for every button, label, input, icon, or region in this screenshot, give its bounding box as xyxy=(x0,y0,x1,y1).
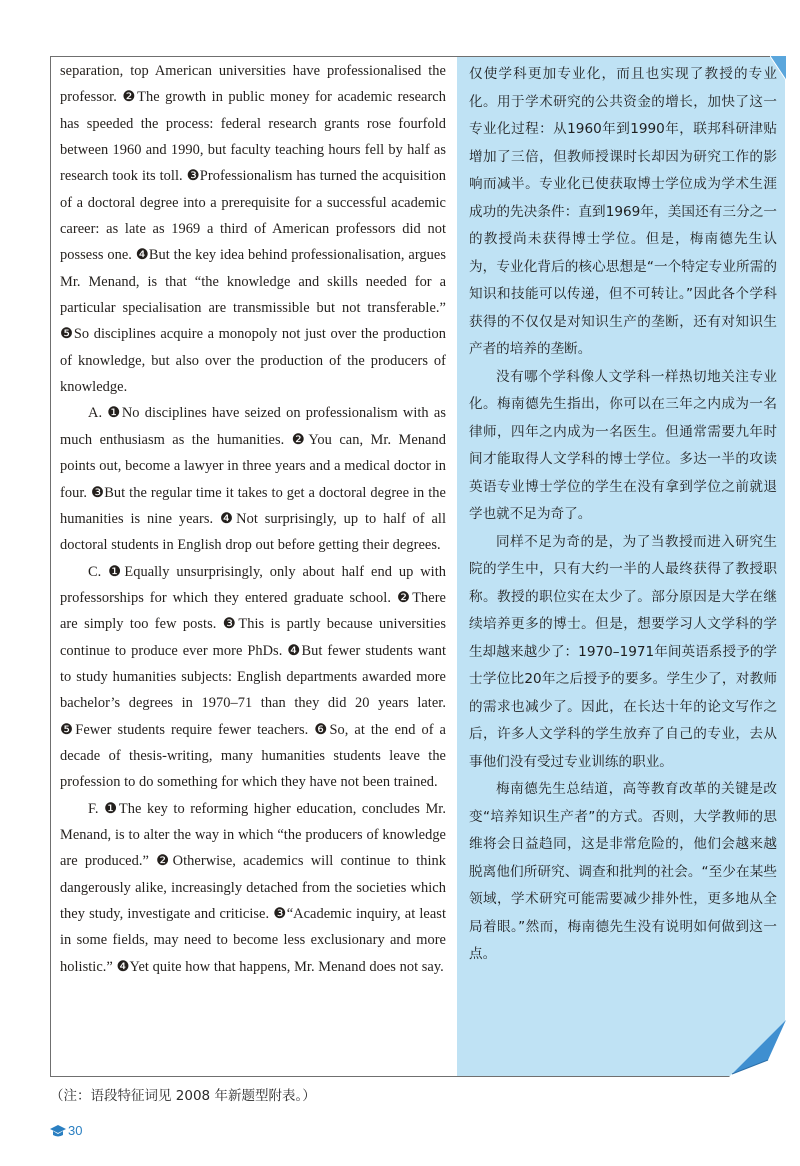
graduation-cap-icon xyxy=(50,1124,66,1138)
chinese-paragraph-1: 仅使学科更加专业化，而且也实现了教授的专业化。用于学术研究的公共资金的增长，加快了这一专业化过程：从1960年到1990年，联邦科研津贴增加了三倍，但教师授课时长却因为研究工作的影响而减半。专业化已使获取博士学位成为学术生涯成功的先决条件：直到1969年，美国还有三分之一的教授尚未获得博士学位。但是，梅南德先生认为，专业化背后的核心思想是“一个特定专业所需的知识和技能可以传递，但不可转让。”因此各个学科获得的不仅仅是对知识生产的垄断，还有对知识生产者的培养的垄断。 xyxy=(469,66,777,357)
english-paragraph-f: F. ❶The key to reforming higher education, concludes Mr. Menand, is to alter the way in which “the producers of knowledge are produced.” ❷Otherwise, academics will continue to think dangerously alike, increasingly detached from the societies which they study, investigate and criticise. ❸“Academic inquiry, at least in some fields, may need to become less exclusionary and more holistic.” ❹Yet quite how that happens, Mr. Menand does not say. xyxy=(60,800,446,975)
english-paragraph-a: A. ❶No disciplines have seized on professionalism with as much enthusiasm as the humanities. ❷You can, Mr. Menand points out, become a lawyer in three years and a medical doctor in four. ❸But the regular time it takes to get a doctoral degree in the humanities is nine years. ❹Not surprisingly, up to half of all doctoral students in English drop out before getting their degrees. xyxy=(60,405,446,554)
page-number: 30 xyxy=(68,1123,83,1138)
chinese-translation-column xyxy=(457,57,785,1076)
english-text-column xyxy=(60,58,446,1074)
page-curl-icon xyxy=(728,1020,786,1078)
page-number-block xyxy=(50,1123,82,1138)
footnote: （注：语段特征词见 2008 年新题型附表。） xyxy=(50,1088,316,1104)
top-page-curl-icon xyxy=(770,56,786,80)
chinese-paragraph-3: 同样不足为奇的是，为了当教授而进入研究生院的学生中，只有大约一半的人最终获得了教授职称。教授的职位实在太少了。部分原因是大学在继续培养更多的博士。但是，想要学习人文学科的学生却越来越少了：1970–1971年间英语系授予的学士学位比20年之后授予的要多。学生少了，对教师的需求也减少了。因此，在长达十年的论文写作之后，许多人文学科的学生放弃了自己的专业，去从事他们没有受过专业训练的职业。 xyxy=(469,533,777,770)
english-paragraph-c: C. ❶Equally unsurprisingly, only about half end up with professorships for which they entered graduate school. ❷There are simply too few posts. ❸This is partly because universities continue to produce ever more PhDs. ❹But fewer students want to study humanities subjects: English departments awarded more bachelor’s degrees in 1970–71 than they did 20 years later. ❺Fewer students require fewer teachers. ❻So, at the end of a decade of thesis-writing, many humanities students leave the profession to do something for which they have not been trained. xyxy=(60,563,446,791)
chinese-paragraph-4: 梅南德先生总结道，高等教育改革的关键是改变“培养知识生产者”的方式。否则，大学教师的思维将会日益趋同，这是非常危险的，他们会越来越脱离他们所研究、调查和批判的社会。“至少在某些领域，学术研究可能需要减少排外性，更多地从全局着眼。”然而，梅南德先生没有说明如何做到这一点。 xyxy=(469,781,777,962)
chinese-paragraph-2: 没有哪个学科像人文学科一样热切地关注专业化。梅南德先生指出，你可以在三年之内成为一名律师，四年之内成为一名医生。但通常需要九年时间才能取得人文学科的博士学位。多达一半的攻读英语专业博士学位的学生在没有拿到学位之前就退学也就不足为奇了。 xyxy=(469,368,777,522)
english-paragraph-1: separation, top American universities have professionalised the professor. ❷The growth in public money for academic research has speeded the process: federal research grants rose fourfold between 1960 and 1990, but faculty teaching hours fell by half as research took its toll. ❸Professionalism has turned the acquisition of a doctoral degree into a prerequisite for a successful academic career: as late as 1969 a third of American professors did not possess one. ❹But the key idea behind professionalisation, argues Mr. Menand, is that “the knowledge and skills needed for a particular specialisation are transmissible but not transferable.” ❺So disciplines acquire a monopoly not just over the production of knowledge, but also over the production of the producers of knowledge. xyxy=(60,63,446,396)
